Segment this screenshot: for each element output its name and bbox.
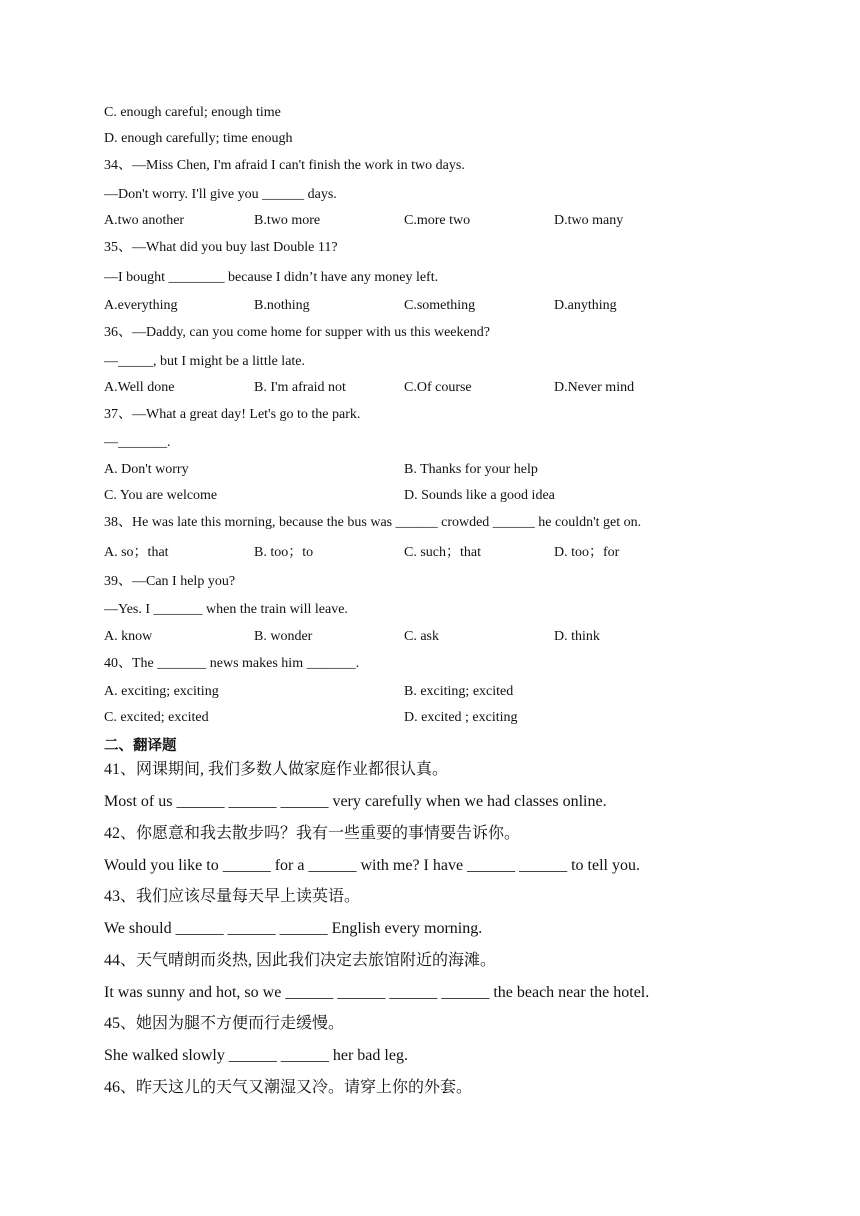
translation-41-english: Most of us ______ ______ ______ very carefully when we had classes online.: [104, 793, 607, 810]
question-36-reply: —_____, but I might be a little late.: [104, 354, 306, 369]
q39-option-c: C. ask: [404, 629, 439, 644]
q34-option-a: A.two another: [104, 213, 185, 228]
q35-option-c: C.something: [404, 298, 476, 313]
q39-option-a: A. know: [104, 629, 153, 644]
translation-45-chinese: 45、她因为腿不方便而行走缓慢。: [104, 1015, 345, 1032]
question-40-prompt: 40、The _______ news makes him _______.: [104, 656, 360, 671]
question-34-prompt: 34、—Miss Chen, I'm afraid I can't finish the work in two days.: [104, 158, 465, 173]
q40-option-d: D. excited ; exciting: [404, 710, 518, 725]
question-39-reply: —Yes. I _______ when the train will leave.: [104, 602, 348, 617]
q40-option-a: A. exciting; exciting: [104, 684, 219, 699]
q36-option-d: D.Never mind: [554, 380, 635, 395]
q37-option-d: D. Sounds like a good idea: [404, 488, 555, 503]
q37-option-a: A. Don't worry: [104, 462, 189, 477]
translation-43-chinese: 43、我们应该尽量每天早上读英语。: [104, 888, 361, 905]
question-36-prompt: 36、—Daddy, can you come home for supper with us this weekend?: [104, 325, 490, 340]
q38-option-b: B. too；to: [254, 545, 314, 560]
q35-option-a: A.everything: [104, 298, 178, 313]
q34-option-d: D.two many: [554, 213, 624, 228]
q35-option-b: B.nothing: [254, 298, 310, 313]
translation-43-english: We should ______ ______ ______ English every morning.: [104, 920, 483, 937]
q36-option-c: C.Of course: [404, 380, 472, 395]
question-38-prompt: 38、He was late this morning, because the bus was ______ crowded ______ he couldn't get on.: [104, 515, 642, 530]
q34-option-c: C.more two: [404, 213, 471, 228]
translation-44-chinese: 44、天气晴朗而炎热, 因此我们决定去旅馆附近的海滩。: [104, 952, 497, 969]
question-39-prompt: 39、—Can I help you?: [104, 574, 236, 589]
translation-41-chinese: 41、网课期间, 我们多数人做家庭作业都很认真。: [104, 761, 449, 778]
q37-option-c: C. You are welcome: [104, 488, 218, 503]
option-c-q33: C. enough careful; enough time: [104, 105, 281, 120]
q39-option-b: B. wonder: [254, 629, 313, 644]
q36-option-a: A.Well done: [104, 380, 175, 395]
question-34-reply: —Don't worry. I'll give you ______ days.: [104, 187, 337, 202]
q35-option-d: D.anything: [554, 298, 617, 313]
translation-42-chinese: 42、你愿意和我去散步吗？我有一些重要的事情要告诉你。: [104, 825, 521, 842]
q38-option-d: D. too；for: [554, 545, 620, 560]
section-title: 二、翻译题: [104, 738, 177, 754]
q39-option-d: D. think: [554, 629, 600, 644]
q40-option-b: B. exciting; excited: [404, 684, 514, 699]
q37-option-b: B. Thanks for your help: [404, 462, 538, 477]
translation-46-chinese: 46、昨天这儿的天气又潮湿又冷。请穿上你的外套。: [104, 1079, 473, 1096]
translation-42-english: Would you like to ______ for a ______ with me? I have ______ ______ to tell you.: [104, 857, 640, 874]
translation-45-english: She walked slowly ______ ______ her bad leg.: [104, 1047, 408, 1064]
question-35-reply: —I bought ________ because I didn’t have any money left.: [104, 270, 439, 285]
option-d-q33: D. enough carefully; time enough: [104, 131, 293, 146]
q38-option-c: C. such；that: [404, 545, 481, 560]
q34-option-b: B.two more: [254, 213, 321, 228]
question-35-prompt: 35、—What did you buy last Double 11?: [104, 240, 338, 255]
q38-option-a: A. so；that: [104, 545, 169, 560]
translation-44-english: It was sunny and hot, so we ______ ______ ______ ______ the beach near the hotel.: [104, 984, 650, 1001]
q40-option-c: C. excited; excited: [104, 710, 209, 725]
question-37-prompt: 37、—What a great day! Let's go to the park.: [104, 407, 361, 422]
question-37-reply: —_______.: [104, 435, 171, 450]
q36-option-b: B. I'm afraid not: [254, 380, 346, 395]
